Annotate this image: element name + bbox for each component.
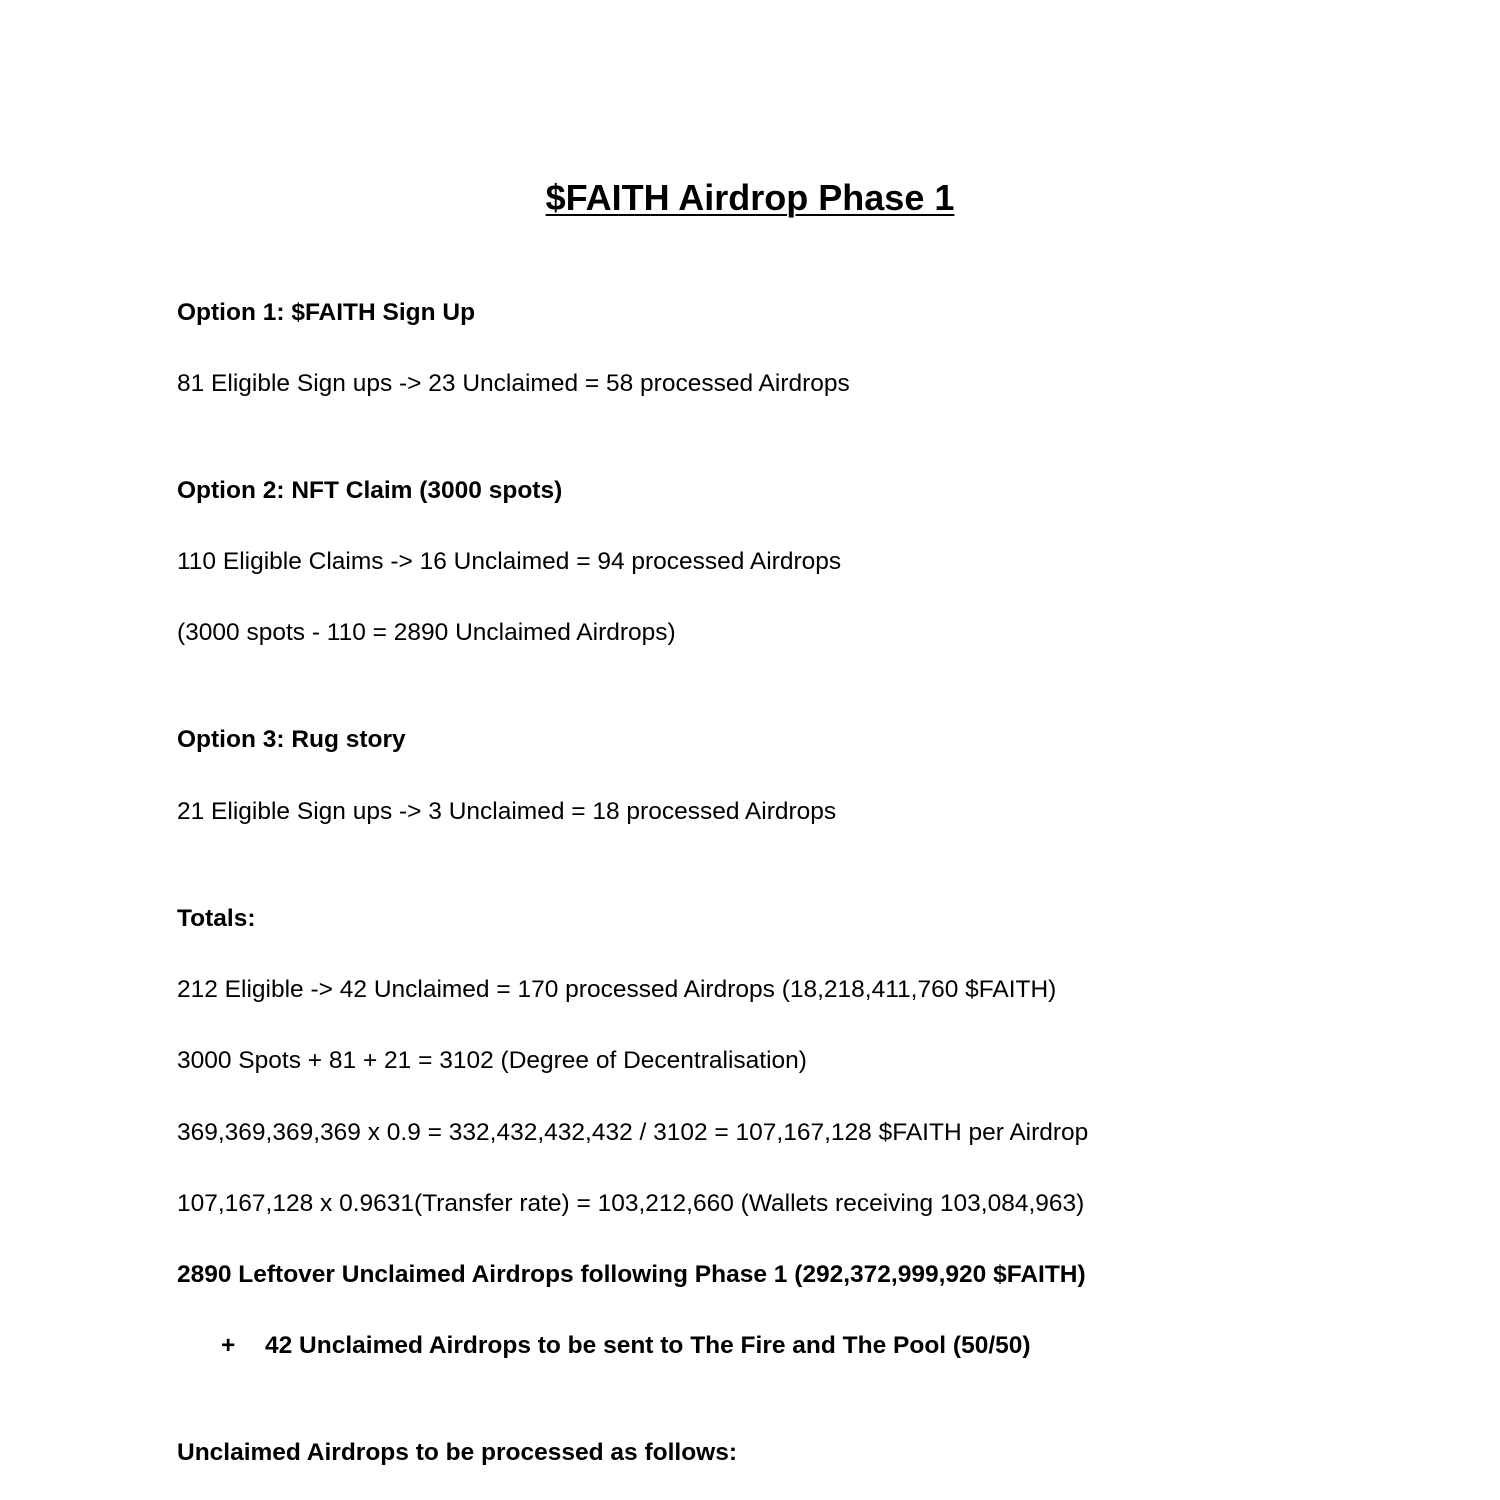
- leftover-line: 2890 Leftover Unclaimed Airdrops following Phase 1 (292,372,999,920 $FAITH): [177, 1261, 1086, 1288]
- option2-line: (3000 spots - 110 = 2890 Unclaimed Airdrops): [177, 619, 676, 646]
- title-text: $FAITH Airdrop Phase 1: [545, 177, 955, 218]
- totals-line: 107,167,128 x 0.9631(Transfer rate) = 103,212,660 (Wallets receiving 103,084,963): [177, 1190, 1085, 1217]
- option3-heading: Option 3: Rug story: [177, 726, 406, 753]
- bullet-marker: +: [221, 1332, 236, 1359]
- option3-line: 21 Eligible Sign ups -> 3 Unclaimed = 18 processed Airdrops: [177, 798, 837, 825]
- option2-heading: Option 2: NFT Claim (3000 spots): [177, 477, 563, 504]
- unclaimed-heading: Unclaimed Airdrops to be processed as follows:: [177, 1439, 737, 1466]
- totals-line: 3000 Spots + 81 + 21 = 3102 (Degree of Decentralisation): [177, 1047, 807, 1074]
- document-title: [0, 176, 1500, 220]
- option1-line: 81 Eligible Sign ups -> 23 Unclaimed = 58 processed Airdrops: [177, 370, 850, 397]
- totals-line: 369,369,369,369 x 0.9 = 332,432,432,432 / 3102 = 107,167,128 $FAITH per Airdrop: [177, 1119, 1089, 1146]
- option2-line: 110 Eligible Claims -> 16 Unclaimed = 94 processed Airdrops: [177, 548, 842, 575]
- option1-heading: Option 1: $FAITH Sign Up: [177, 299, 476, 326]
- totals-heading: Totals:: [177, 905, 256, 932]
- totals-line: 212 Eligible -> 42 Unclaimed = 170 processed Airdrops (18,218,411,760 $FAITH): [177, 976, 1057, 1003]
- bullet-item: 42 Unclaimed Airdrops to be sent to The Fire and The Pool (50/50): [265, 1332, 1031, 1359]
